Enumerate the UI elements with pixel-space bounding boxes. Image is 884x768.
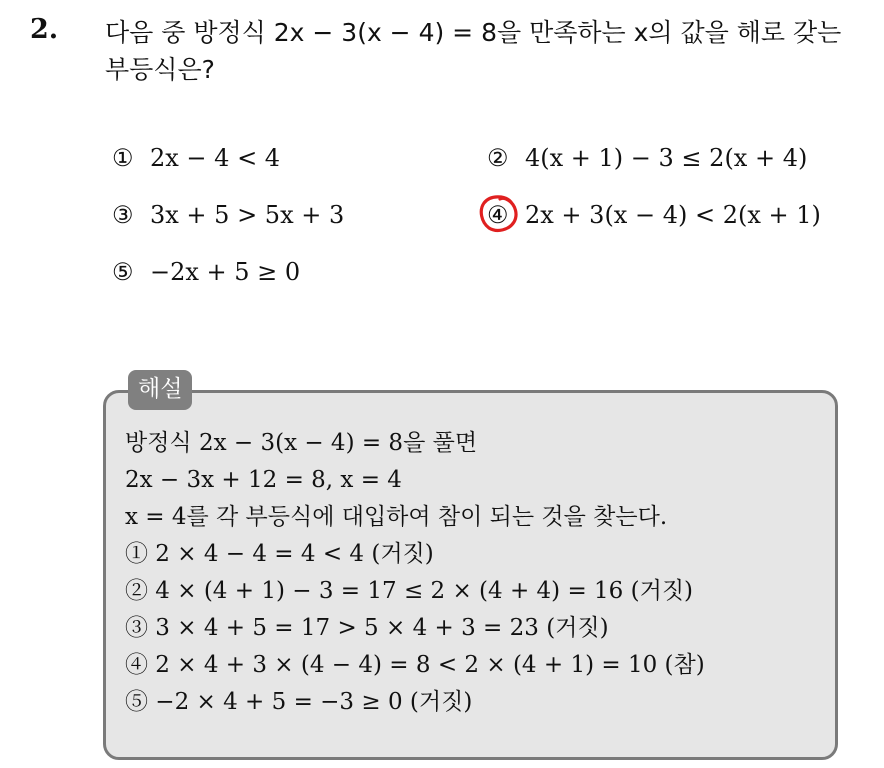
choice-4[interactable] xyxy=(487,201,821,229)
choice-1-expression: 2x − 4 < 4 xyxy=(150,144,281,172)
solution-line: x = 4를 각 부등식에 대입하여 참이 되는 것을 찾는다. xyxy=(125,504,668,530)
choice-2-expression: 4(x + 1) − 3 ≤ 2(x + 4) xyxy=(525,144,808,172)
choice-2[interactable] xyxy=(487,144,807,172)
solution-line: ① 2 × 4 − 4 = 4 < 4 (거짓) xyxy=(125,541,434,567)
choice-3-number: ③ xyxy=(112,201,134,229)
question-text: 다음 중 방정식 2x − 3(x − 4) = 8을 만족하는 x의 값을 해로 갖는 부등식은? xyxy=(105,18,842,84)
choice-3-expression: 3x + 5 > 5x + 3 xyxy=(150,201,345,229)
choice-5-expression: −2x + 5 ≥ 0 xyxy=(150,258,301,286)
solution-line: ③ 3 × 4 + 5 = 17 > 5 × 4 + 3 = 23 (거짓) xyxy=(125,615,609,641)
choice-2-number: ② xyxy=(487,144,509,172)
solution-tab-label: 해설 xyxy=(128,370,192,410)
solution-line: 2x − 3x + 12 = 8, x = 4 xyxy=(125,467,402,493)
choice-3[interactable] xyxy=(112,201,344,229)
solution-line: ⑤ −2 × 4 + 5 = −3 ≥ 0 (거짓) xyxy=(125,689,473,715)
solution-line: ④ 2 × 4 + 3 × (4 − 4) = 8 < 2 × (4 + 1) = 10 (참) xyxy=(125,652,705,678)
choice-1-number: ① xyxy=(112,144,134,172)
question-number: 2. xyxy=(30,14,59,45)
choice-4-expression: 2x + 3(x − 4) < 2(x + 1) xyxy=(525,201,821,229)
solution-line: 방정식 2x − 3(x − 4) = 8을 풀면 xyxy=(125,430,478,456)
answer-circle-mark xyxy=(478,193,518,233)
choice-1[interactable] xyxy=(112,144,280,172)
choice-5[interactable] xyxy=(112,258,300,286)
choice-4-number: ④ xyxy=(487,201,509,229)
solution-line: ② 4 × (4 + 1) − 3 = 17 ≤ 2 × (4 + 4) = 16 (거짓) xyxy=(125,578,694,604)
choice-5-number: ⑤ xyxy=(112,258,134,286)
solution-lines xyxy=(125,425,825,721)
